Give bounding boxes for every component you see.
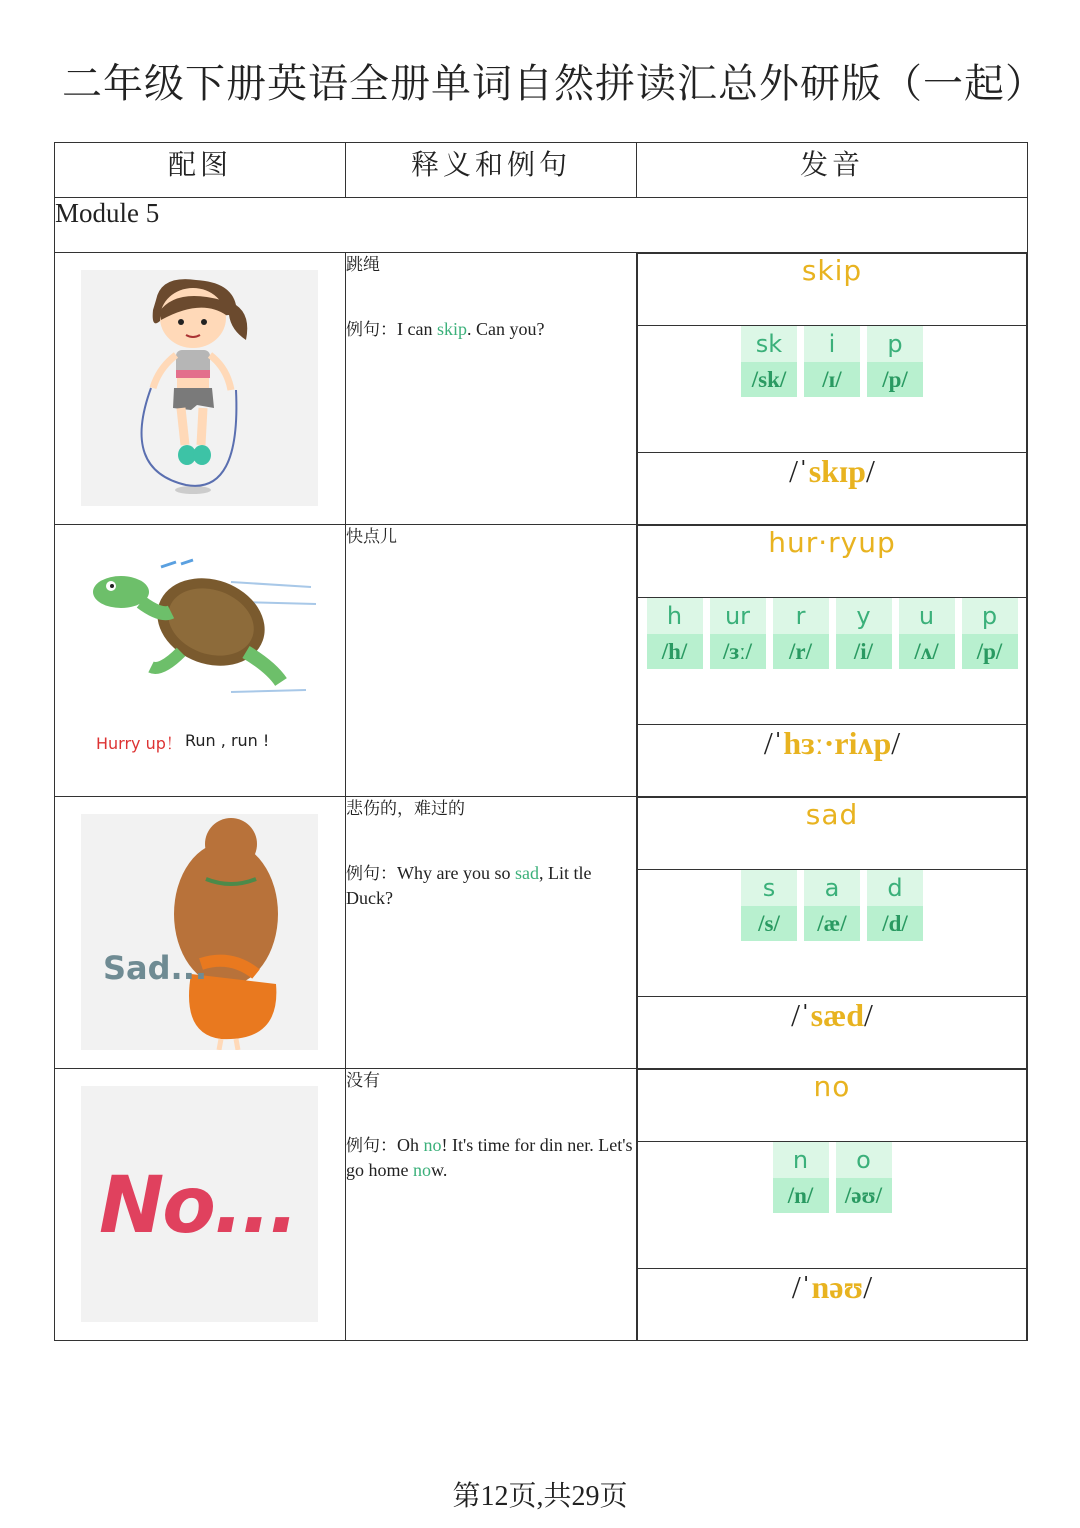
meaning-text: 跳绳: [346, 255, 380, 275]
phonics-chip: o /əʊ/: [836, 1142, 892, 1213]
pronunciation-cell: [637, 797, 1028, 1069]
meaning-cell: [346, 525, 637, 797]
ipa-transcription: /ˈsæd/: [638, 997, 1027, 1069]
word-spelling: no: [638, 1070, 1027, 1142]
word-spelling: hur·ryup: [638, 526, 1027, 598]
entry-row: [55, 525, 1028, 797]
meaning-cell: [346, 797, 637, 1069]
phonics-chips: [638, 1142, 1027, 1269]
header-pronunciation: 发音: [637, 143, 1028, 198]
example-sentence: 例句：Oh no! It's time for din ner. Let's go home now.: [346, 1135, 633, 1180]
phonics-chip: n /n/: [773, 1142, 829, 1213]
example-sentence: 例句：I can skip. Can you?: [346, 319, 545, 340]
phonics-chip: p /p/: [962, 598, 1018, 669]
phonics-chips: [638, 598, 1027, 725]
phonics-chip: i /ɪ/: [804, 326, 860, 397]
meaning-text: 没有: [346, 1071, 380, 1091]
pronunciation-cell: [637, 253, 1028, 525]
sad-girl-illustration: [81, 814, 318, 1050]
word-spelling: sad: [638, 798, 1027, 870]
phonics-chips: [638, 870, 1027, 997]
header-picture: 配图: [55, 143, 346, 198]
phonics-chip: a /æ/: [804, 870, 860, 941]
phonics-chip: p /p/: [867, 326, 923, 397]
picture-cell: [55, 525, 346, 797]
module-row: [55, 198, 1028, 253]
picture-cell: [55, 797, 346, 1069]
vocab-table: [54, 142, 1028, 1341]
image-caption-sad: Sad...: [103, 949, 208, 987]
header-row: [55, 143, 1028, 198]
phonics-chip: h /h/: [647, 598, 703, 669]
image-caption-no: No...: [99, 1161, 297, 1251]
entry-row: [55, 797, 1028, 1069]
picture-cell: [55, 1069, 346, 1341]
ipa-transcription: /ˈhɜː·riʌp/: [638, 725, 1027, 797]
phonics-chip: s /s/: [741, 870, 797, 941]
image-caption-hurry: Hurry up！: [96, 734, 182, 753]
entry-row: [55, 253, 1028, 525]
image-caption-run: Run , run !: [185, 731, 270, 750]
ipa-transcription: /ˈskɪp/: [638, 453, 1027, 525]
pronunciation-cell: [637, 525, 1028, 797]
phonics-chip: u /ʌ/: [899, 598, 955, 669]
example-sentence: 例句：Why are you so sad, Lit tle Duck?: [346, 863, 592, 908]
meaning-text: 悲伤的，难过的: [346, 799, 465, 819]
meaning-text: 快点儿: [346, 527, 397, 547]
phonics-chip: d /d/: [867, 870, 923, 941]
phonics-chip: ur /ɜː/: [710, 598, 766, 669]
entry-row: [55, 1069, 1028, 1341]
pronunciation-cell: [637, 1069, 1028, 1341]
page-title: 二年级下册英语全册单词自然拼读汇总外研版（一起）: [62, 61, 1046, 107]
page-number: 第12页,共29页: [452, 1481, 628, 1512]
meaning-cell: [346, 253, 637, 525]
phonics-chip: sk /sk/: [741, 326, 797, 397]
skipping-girl-illustration: [81, 270, 318, 506]
header-meaning: 释义和例句: [346, 143, 637, 198]
word-spelling: skip: [638, 254, 1027, 326]
picture-cell: [55, 253, 346, 525]
ipa-transcription: /ˈnəʊ/: [638, 1269, 1027, 1341]
phonics-chips: [638, 326, 1027, 453]
phonics-chip: r /r/: [773, 598, 829, 669]
phonics-chip: y /i/: [836, 598, 892, 669]
module-label: Module 5: [55, 198, 1028, 253]
meaning-cell: [346, 1069, 637, 1341]
